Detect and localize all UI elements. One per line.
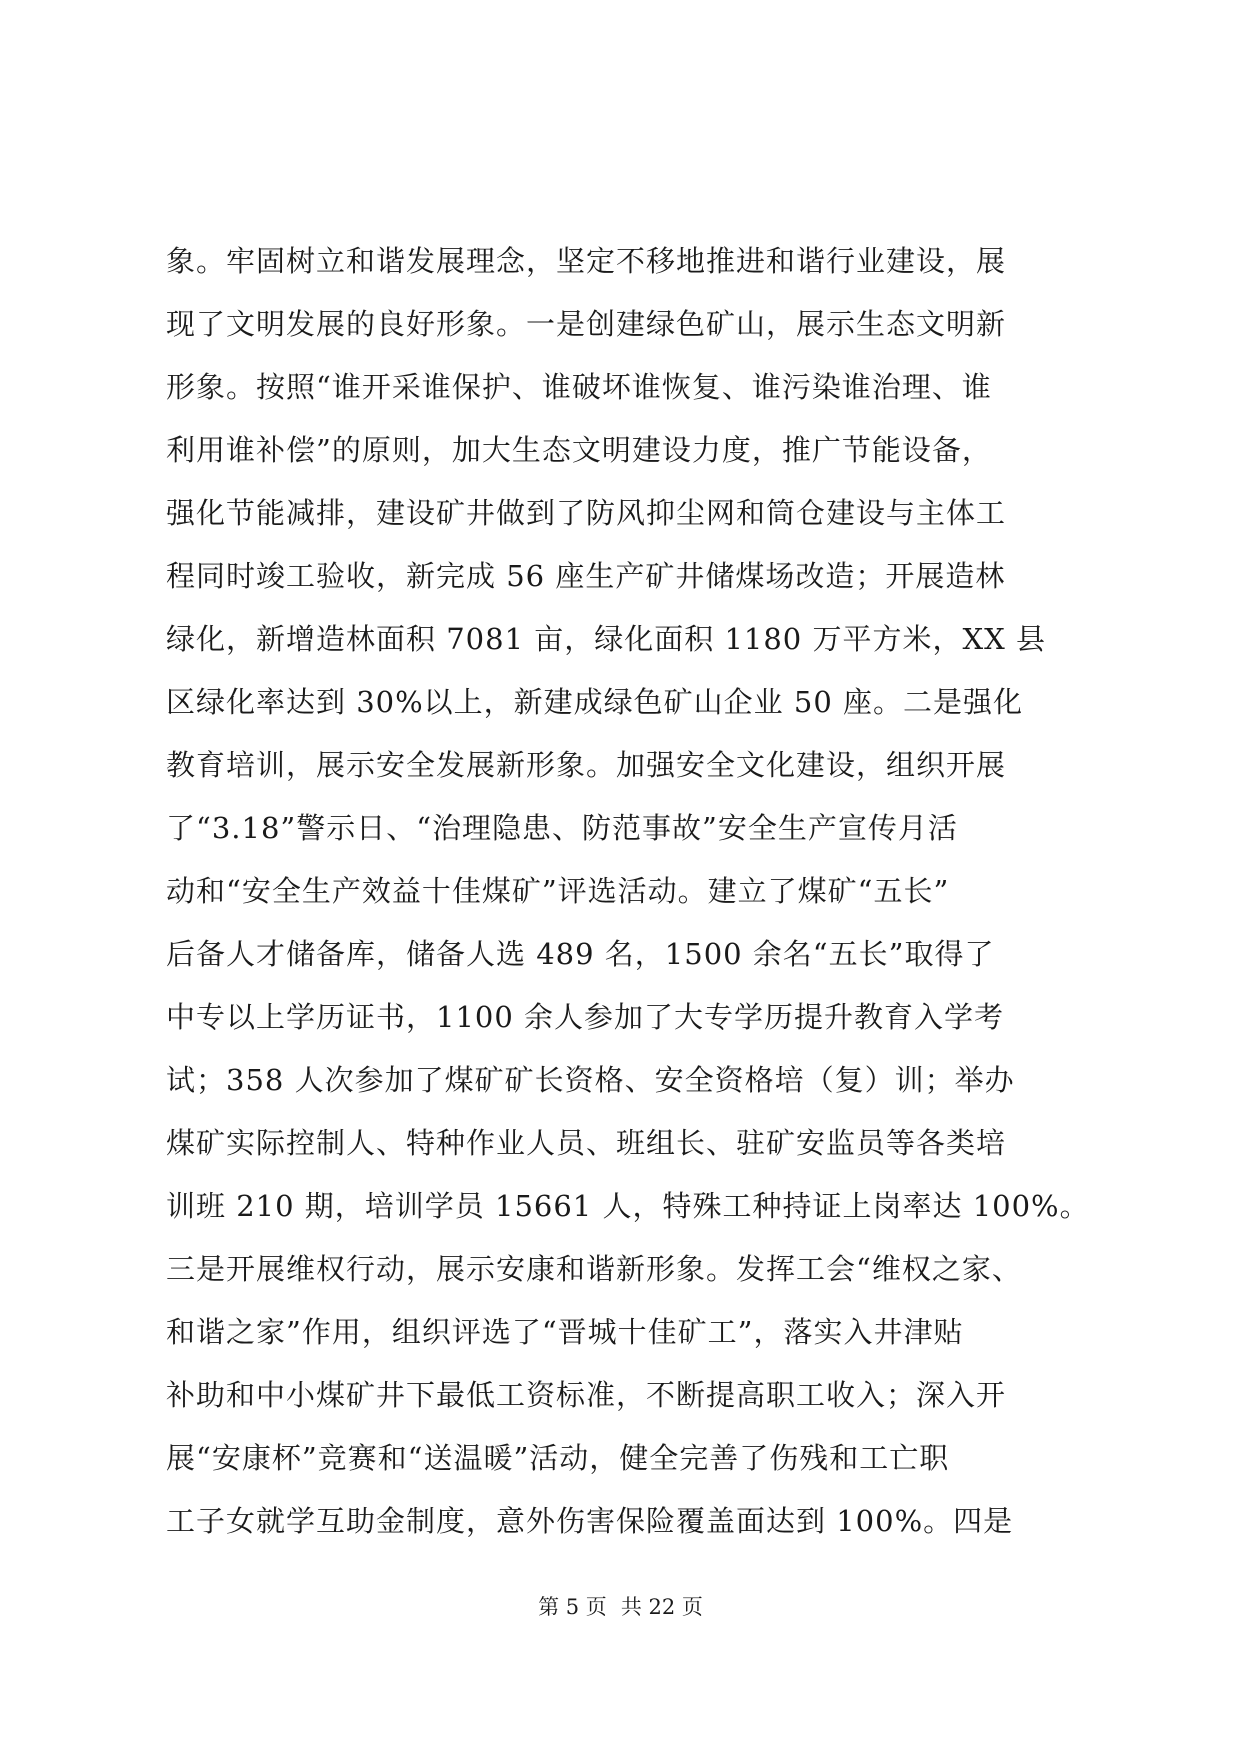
text-line: 强化节能减排，建设矿井做到了防风抑尘网和筒仓建设与主体工 xyxy=(166,496,1007,530)
text-line: 象。牢固树立和谐发展理念，坚定不移地推进和谐行业建设，展 xyxy=(166,244,1007,278)
text-line: 煤矿实际控制人、特种作业人员、班组长、驻矿安监员等各类培 xyxy=(166,1126,1007,1160)
text-line: 和谐之家”作用，组织评选了“晋城十佳矿工”，落实入井津贴 xyxy=(166,1315,964,1349)
text-line: 中专以上学历证书，1100 余人参加了大专学历提升教育入学考 xyxy=(166,1000,1005,1034)
page-total: 共 22 页 xyxy=(620,1595,703,1619)
text-line: 教育培训，展示安全发展新形象。加强安全文化建设，组织开展 xyxy=(166,748,1007,782)
text-line: 试；358 人次参加了煤矿矿长资格、安全资格培（复）训；举办 xyxy=(166,1063,1015,1097)
text-line: 工子女就学互助金制度，意外伤害保险覆盖面达到 100%。四是 xyxy=(166,1504,1014,1538)
page-number: 第 5 页 xyxy=(538,1595,607,1619)
body-text xyxy=(166,230,1096,1553)
text-line: 利用谁补偿”的原则，加大生态文明建设力度，推广节能设备， xyxy=(166,433,992,467)
text-line: 区绿化率达到 30%以上，新建成绿色矿山企业 50 座。二是强化 xyxy=(166,685,1024,719)
text-line: 了“3.18”警示日、“治理隐患、防范事故”安全生产宣传月活 xyxy=(166,811,958,845)
text-line: 绿化，新增造林面积 7081 亩，绿化面积 1180 万平方米，XX 县 xyxy=(166,622,1046,656)
text-line: 训班 210 期，培训学员 15661 人，特殊工种持证上岗率达 100%。 xyxy=(166,1189,1090,1223)
text-line: 动和“安全生产效益十佳煤矿”评选活动。建立了煤矿“五长” xyxy=(166,874,950,908)
text-line: 三是开展维权行动，展示安康和谐新形象。发挥工会“维权之家、 xyxy=(166,1252,1022,1286)
text-line: 补助和中小煤矿井下最低工资标准，不断提高职工收入；深入开 xyxy=(166,1378,1007,1412)
page-footer xyxy=(0,1592,1241,1622)
text-line: 现了文明发展的良好形象。一是创建绿色矿山，展示生态文明新 xyxy=(166,307,1007,341)
text-line: 展“安康杯”竞赛和“送温暖”活动，健全完善了伤残和工亡职 xyxy=(166,1441,950,1475)
text-line: 程同时竣工验收，新完成 56 座生产矿井储煤场改造；开展造林 xyxy=(166,559,1006,593)
text-line: 形象。按照“谁开采谁保护、谁破坏谁恢复、谁污染谁治理、谁 xyxy=(166,370,992,404)
text-line: 后备人才储备库，储备人选 489 名，1500 余名“五长”取得了 xyxy=(166,937,995,971)
